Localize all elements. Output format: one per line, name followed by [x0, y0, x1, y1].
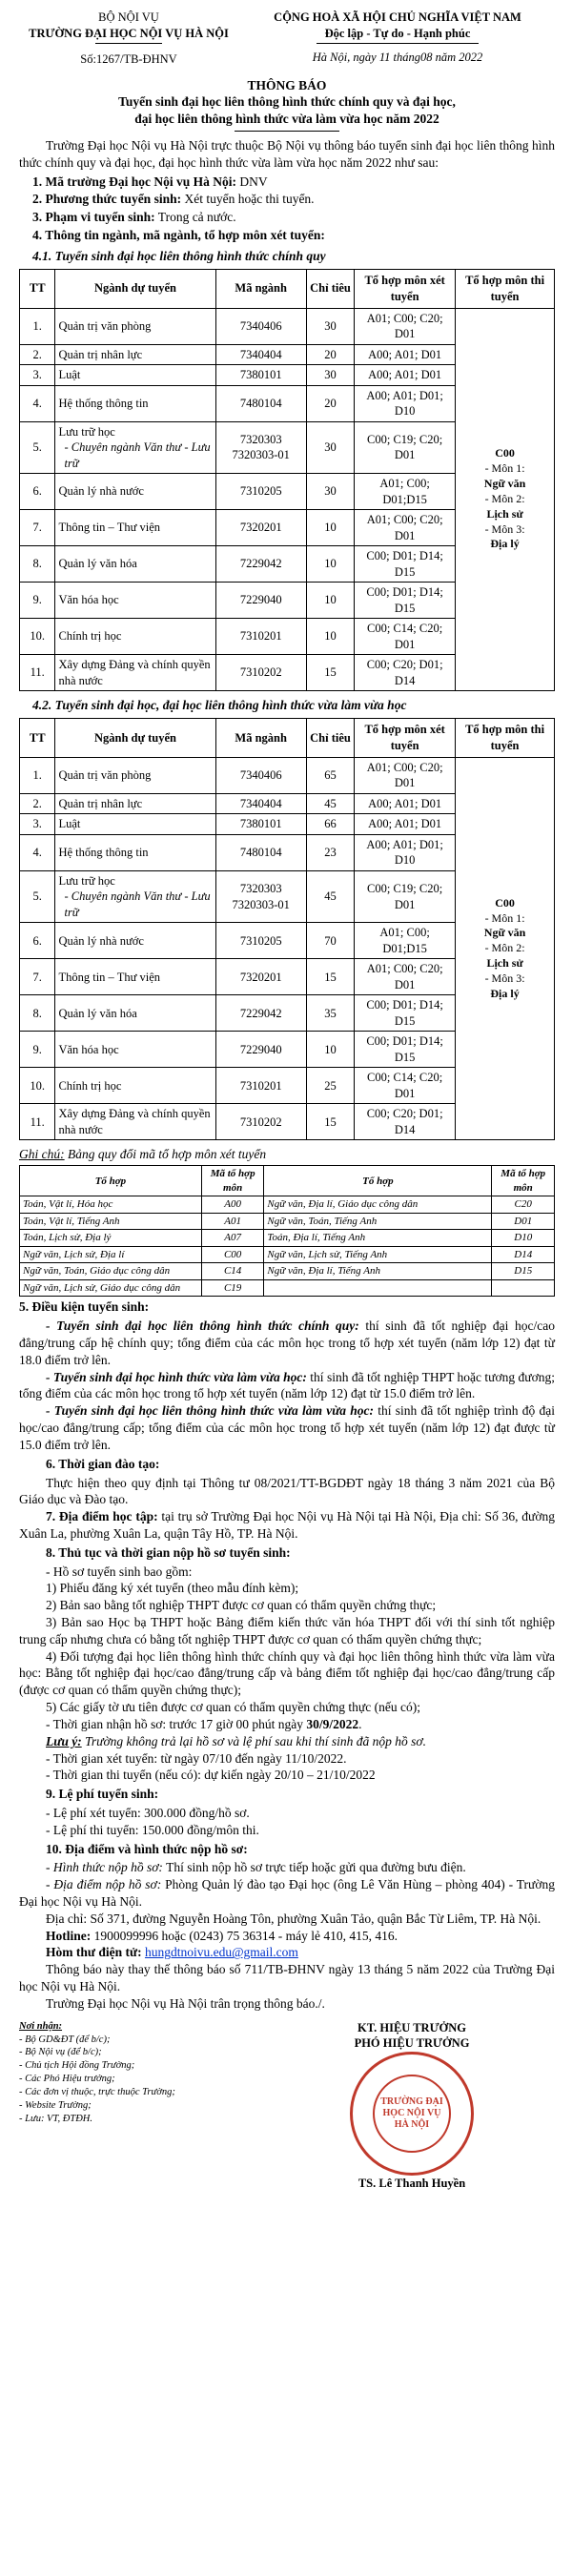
row-tt: 3.: [20, 814, 55, 835]
row-tt: 7.: [20, 510, 55, 546]
submit-address: Địa chỉ: Số 371, đường Nguyễn Hoàng Tôn, phường Xuân Tảo, quận Bắc Từ Liêm, TP. Hà Nội.: [46, 1911, 541, 1926]
row-code: 7310202: [215, 1104, 306, 1140]
glossary-combo: Toán, Vật lí, Hóa học: [20, 1196, 202, 1214]
row-quota: 45: [306, 870, 354, 923]
major-name: Luật: [58, 368, 81, 382]
glossary-code: C00: [201, 1246, 264, 1263]
glossary-title: Ghi chú: Bảng quy đổi mã tổ hợp môn xét tuyển: [19, 1147, 267, 1162]
document-header: [19, 10, 555, 68]
exam-subject-label: - Môn 1:: [484, 910, 525, 925]
row-major: [55, 421, 215, 474]
row-code: 7340404: [215, 793, 306, 814]
glossary-combo: Ngữ văn, Toán, Giáo dục công dân: [20, 1263, 202, 1280]
recipient-item: - Bộ GD&ĐT (để b/c);: [19, 2034, 111, 2045]
row-quota: 30: [306, 421, 354, 474]
row-major: [55, 923, 215, 959]
row-code: 7320303 7320303-01: [215, 421, 306, 474]
glossary-combo: Ngữ văn, Lịch sử, Địa lí: [20, 1246, 202, 1263]
exam-period: - Thời gian thi tuyển (nếu có): dự kiến ngày 20/10 – 21/10/2022: [46, 1768, 376, 1783]
row-code: 7229040: [215, 1032, 306, 1068]
exam-subject: Ngữ văn: [483, 477, 526, 491]
row-code: 7480104: [215, 834, 306, 870]
dossier-item: - Hồ sơ tuyển sinh bao gồm:: [46, 1564, 193, 1579]
row-quota: 15: [306, 655, 354, 691]
row-major: [55, 583, 215, 619]
motto-divider: [317, 43, 479, 44]
row-code: 7380101: [215, 814, 306, 835]
info-item-scope: 3. Phạm vi tuyển sinh: Trong cả nước.: [32, 210, 236, 225]
exam-subject: Địa lý: [490, 986, 520, 1000]
row-combo: C00; D01; D14; D15: [355, 995, 456, 1032]
condition-part-time-transfer: - Tuyển sinh đại học liên thông hình thức vừa làm vừa học: thí sinh đã tốt nghiệp trình độ đại học/cao đẳng/trung cấp; tổng điểm của các môn học trong tổ hợp xét tuyển (năm lớp 12) đạt được từ 15.0 điểm trở lên.: [19, 1403, 555, 1452]
dossier-item: 5) Các giấy tờ ưu tiên được cơ quan có thẩm quyền chứng thực (nếu có);: [46, 1700, 420, 1715]
table-full-time: [19, 269, 555, 692]
row-combo: A01; C00; D01;D15: [355, 474, 456, 510]
major-name: Lưu trữ học: [58, 424, 115, 439]
condition-full-time: - Tuyển sinh đại học liên thông hình thức chính quy: thí sinh đã tốt nghiệp đại học/cao đẳng/trung cấp hệ chính quy; tổng điểm của các môn học trong tổ hợp xét tuyển (năm lớp 12) đạt từ 18.0 điểm trở lên.: [19, 1319, 555, 1367]
section-9-title: 9. Lệ phí tuyển sinh:: [46, 1787, 159, 1802]
row-quota: 45: [306, 793, 354, 814]
major-name: Xây dựng Đảng và chính quyền nhà nước: [58, 1107, 211, 1136]
row-tt: 1.: [20, 757, 55, 793]
major-name: Văn hóa học: [58, 1042, 119, 1056]
row-combo: C00; D01; D14; D15: [355, 1032, 456, 1068]
row-code: 7310201: [215, 1068, 306, 1104]
major-name: Quản trị nhân lực: [58, 347, 143, 361]
glossary-code: D14: [492, 1246, 555, 1263]
recipient-item: - Lưu: VT, ĐTĐH.: [19, 2113, 92, 2124]
closing-line: Trường Đại học Nội vụ Hà Nội trân trọng thông báo./.: [46, 1995, 325, 2011]
row-major: [55, 834, 215, 870]
row-code: 7340406: [215, 308, 306, 344]
glossary-combo: Toán, Lịch sử, Địa lý: [20, 1230, 202, 1247]
row-quota: 15: [306, 1104, 354, 1140]
row-combo: A00; A01; D01: [355, 793, 456, 814]
row-code: 7320201: [215, 510, 306, 546]
row-major: [55, 1068, 215, 1104]
col-code: Mã ngành: [215, 269, 306, 308]
major-name: Thông tin – Thư viện: [58, 970, 161, 984]
condition-part-time: - Tuyển sinh đại học hình thức vừa làm vừa học: thí sinh đã tốt nghiệp THPT hoặc tương đương; tổng điểm của các môn học trong tổ hợp xét tuyển (năm lớp 12) đạt từ 15.0 điểm trở lên.: [19, 1369, 555, 1401]
row-tt: 2.: [20, 344, 55, 365]
gl-col-combo: Tổ hợp: [20, 1166, 202, 1196]
gl-col-code: Mã tổ hợp môn: [201, 1166, 264, 1196]
exam-code: C00: [495, 446, 515, 460]
recipient-item: - Bộ Nội vụ (để b/c);: [19, 2047, 102, 2058]
row-quota: 10: [306, 1032, 354, 1068]
row-combo: A01; C00; C20; D01: [355, 757, 456, 793]
official-stamp: [350, 2052, 474, 2176]
row-code: 7229042: [215, 546, 306, 583]
row-quota: 66: [306, 814, 354, 835]
signature-section: [19, 2020, 555, 2192]
glossary-combo: Ngữ văn, Địa lí, Tiếng Anh: [264, 1263, 492, 1280]
major-name: Quản trị văn phòng: [58, 318, 152, 333]
glossary-code: [492, 1279, 555, 1297]
row-major: [55, 385, 215, 421]
row-quota: 70: [306, 923, 354, 959]
glossary-row: [20, 1279, 555, 1297]
gl-col-code: Mã tổ hợp môn: [492, 1166, 555, 1196]
glossary-row: [20, 1263, 555, 1280]
fee-review: - Lệ phí xét tuyển: 300.000 đồng/hồ sơ.: [46, 1805, 250, 1820]
row-quota: 20: [306, 385, 354, 421]
row-code: 7229042: [215, 995, 306, 1032]
major-name: Chính trị học: [58, 1078, 122, 1093]
glossary-combo: Toán, Vật lí, Tiếng Anh: [20, 1213, 202, 1230]
row-combo: A01; C00; C20; D01: [355, 510, 456, 546]
section-6-title: 6. Thời gian đào tạo:: [46, 1456, 160, 1471]
section-5-title: 5. Điều kiện tuyển sinh:: [19, 1299, 150, 1315]
sign-title-1: KT. HIỆU TRƯỞNG: [357, 2020, 467, 2034]
col-major: Ngành dự tuyển: [55, 718, 215, 757]
row-code: 7340404: [215, 344, 306, 365]
glossary-combo: Ngữ văn, Lịch sử, Tiếng Anh: [264, 1246, 492, 1263]
row-major: [55, 546, 215, 583]
row-combo: C00; D01; D14; D15: [355, 546, 456, 583]
motto: Độc lập - Tự do - Hạnh phúc: [324, 26, 471, 40]
glossary-combo: Ngữ văn, Địa lí, Giáo dục công dân: [264, 1196, 492, 1214]
exam-combo-cell: [456, 308, 555, 691]
dossier-item: 1) Phiếu đăng ký xét tuyển (theo mẫu đính kèm);: [46, 1581, 299, 1596]
row-tt: 6.: [20, 474, 55, 510]
row-tt: 8.: [20, 546, 55, 583]
table-row: [20, 757, 555, 793]
row-quota: 30: [306, 474, 354, 510]
submit-method: - Hình thức nộp hồ sơ: Thí sinh nộp hồ sơ trực tiếp hoặc gửi qua đường bưu điện.: [46, 1860, 466, 1875]
row-tt: 1.: [20, 308, 55, 344]
row-code: 7320201: [215, 959, 306, 995]
glossary-combo: Ngữ văn, Toán, Tiếng Anh: [264, 1213, 492, 1230]
glossary-code: A07: [201, 1230, 264, 1247]
note: Lưu ý: Trường không trả lại hồ sơ và lệ phí sau khi thí sinh đã nộp hồ sơ.: [46, 1733, 426, 1748]
col-quota: Chỉ tiêu: [306, 718, 354, 757]
glossary-row: [20, 1196, 555, 1214]
row-tt: 4.: [20, 385, 55, 421]
row-tt: 2.: [20, 793, 55, 814]
recipient-item: - Website Trường;: [19, 2099, 92, 2111]
ministry-name: BỘ NỘI VỤ: [98, 10, 159, 24]
row-major: [55, 995, 215, 1032]
row-quota: 25: [306, 1068, 354, 1104]
row-combo: C00; C14; C20; D01: [355, 1068, 456, 1104]
col-combo: Tổ hợp môn xét tuyển: [355, 718, 456, 757]
row-major: [55, 474, 215, 510]
glossary-combo: Toán, Địa lí, Tiếng Anh: [264, 1230, 492, 1247]
row-combo: C00; C20; D01; D14: [355, 655, 456, 691]
row-major: [55, 757, 215, 793]
row-code: 7310202: [215, 655, 306, 691]
row-tt: 7.: [20, 959, 55, 995]
row-tt: 4.: [20, 834, 55, 870]
university-name: TRƯỜNG ĐẠI HỌC NỘI VỤ HÀ NỘI: [29, 26, 229, 40]
row-tt: 9.: [20, 1032, 55, 1068]
row-quota: 10: [306, 619, 354, 655]
row-tt: 5.: [20, 870, 55, 923]
row-combo: A01; C00; C20; D01: [355, 308, 456, 344]
exam-subject-label: - Môn 2:: [484, 941, 525, 955]
row-combo: C00; C14; C20; D01: [355, 619, 456, 655]
info-item-code: 1. Mã trường Đại học Nội vụ Hà Nội: DNV: [32, 174, 268, 189]
row-code: 7380101: [215, 365, 306, 386]
title-divider: [235, 131, 339, 132]
row-quota: 23: [306, 834, 354, 870]
exam-code: C00: [495, 895, 515, 910]
row-quota: 15: [306, 959, 354, 995]
glossary-row: [20, 1246, 555, 1263]
exam-subject-label: - Môn 2:: [484, 491, 525, 505]
table2-heading: 4.2. Tuyển sinh đại học, đại học liên thông hình thức vừa làm vừa học: [32, 698, 407, 713]
section-10-title: 10. Địa điểm và hình thức nộp hồ sơ:: [46, 1841, 248, 1856]
row-tt: 5.: [20, 421, 55, 474]
row-quota: 65: [306, 757, 354, 793]
major-name: Lưu trữ học: [58, 873, 115, 888]
glossary-combo: Ngữ văn, Lịch sử, Giáo dục công dân: [20, 1279, 202, 1297]
dossier-item: 2) Bản sao bằng tốt nghiệp THPT được cơ quan có thẩm quyền chứng thực;: [46, 1598, 437, 1613]
section-6-text: Thực hiện theo quy định tại Thông tư 08/2021/TT-BGDĐT ngày 18 tháng 3 năm 2021 của Bộ Giáo dục và Đào tạo.: [19, 1475, 555, 1507]
issue-date: Hà Nội, ngày 11 tháng08 năm 2022: [312, 51, 483, 64]
row-major: [55, 619, 215, 655]
recipient-item: - Các đơn vị thuộc, trực thuộc Trường;: [19, 2086, 175, 2097]
table2-body: [20, 757, 555, 1140]
glossary-row: [20, 1213, 555, 1230]
row-quota: 35: [306, 995, 354, 1032]
issuer-divider: [95, 43, 162, 44]
major-specialization: - Chuyên ngành Văn thư - Lưu trữ: [64, 889, 211, 919]
col-major: Ngành dự tuyển: [55, 269, 215, 308]
glossary-code: D01: [492, 1213, 555, 1230]
intro-paragraph: Trường Đại học Nội vụ Hà Nội trực thuộc Bộ Nội vụ thông báo tuyển sinh đại học liên thông hình thức chính quy và đại học, đại học hình thức vừa làm vừa học năm 2022 như sau:: [19, 137, 555, 170]
signer-name: TS. Lê Thanh Huyền: [358, 2176, 466, 2190]
dossier-item: 3) Bản sao Học bạ THPT hoặc Bảng điểm kiến thức văn hóa THPT đối với thí sinh tốt nghiệp trung cấp nhưng chưa có bằng tốt nghiệp THPT được cơ quan có thẩm quyền chứng thực;: [19, 1615, 555, 1646]
nation-block: [240, 10, 555, 68]
exam-subject-label: - Môn 1:: [484, 461, 525, 476]
row-combo: A01; C00; D01;D15: [355, 923, 456, 959]
col-combo: Tổ hợp môn xét tuyển: [355, 269, 456, 308]
gl-col-combo: Tổ hợp: [264, 1166, 492, 1196]
document-title: THÔNG BÁO: [247, 77, 327, 92]
row-combo: A00; A01; D01: [355, 814, 456, 835]
row-quota: 10: [306, 583, 354, 619]
glossary-table: [19, 1165, 555, 1297]
row-combo: A00; A01; D01; D10: [355, 385, 456, 421]
row-combo: A01; C00; C20; D01: [355, 959, 456, 995]
col-exam: Tổ hợp môn thi tuyển: [456, 718, 555, 757]
row-combo: C00; C19; C20; D01: [355, 870, 456, 923]
major-name: Quản trị nhân lực: [58, 796, 143, 810]
row-code: 7310205: [215, 923, 306, 959]
row-major: [55, 344, 215, 365]
row-quota: 30: [306, 308, 354, 344]
nation-name: CỘNG HOÀ XÃ HỘI CHỦ NGHĨA VIỆT NAM: [274, 10, 521, 24]
glossary-code: C19: [201, 1279, 264, 1297]
exam-subject-label: - Môn 3:: [484, 971, 525, 985]
signature-block: [269, 2020, 555, 2192]
row-tt: 3.: [20, 365, 55, 386]
row-major: [55, 959, 215, 995]
email-link[interactable]: hungdtnoivu.edu@gmail.com: [144, 1945, 298, 1960]
row-major: [55, 655, 215, 691]
row-combo: C00; D01; D14; D15: [355, 583, 456, 619]
col-quota: Chỉ tiêu: [306, 269, 354, 308]
row-major: [55, 870, 215, 923]
document-number: Số:1267/TB-ĐHNV: [80, 52, 177, 66]
row-quota: 10: [306, 510, 354, 546]
section-8-title: 8. Thủ tục và thời gian nộp hồ sơ tuyển sinh:: [46, 1544, 291, 1560]
row-tt: 10.: [20, 619, 55, 655]
recipients-title: Nơi nhận:: [19, 2020, 63, 2032]
major-name: Chính trị học: [58, 629, 122, 644]
submit-location: - Địa điểm nộp hồ sơ: Phòng Quản lý đào tạo Đại học (ông Lê Văn Hùng – phòng 404) - Trường Đại học Nội vụ Hà Nội.: [19, 1877, 555, 1909]
email-line: Hòm thư điện tử: hungdtnoivu.edu@gmail.com: [46, 1945, 298, 1960]
major-name: Quản lý nhà nước: [58, 933, 144, 948]
exam-subject: Ngữ văn: [483, 926, 526, 940]
section-8-lines: [19, 1564, 555, 1716]
row-combo: C00; C19; C20; D01: [355, 421, 456, 474]
recipients: [19, 2020, 238, 2192]
sign-title-2: PHÓ HIỆU TRƯỞNG: [354, 2036, 470, 2051]
row-combo: A00; A01; D01: [355, 365, 456, 386]
section-7: 7. Địa điểm học tập: tại trụ sở Trường Đại học Nội vụ Hà Nội tại Hà Nội, Địa chỉ: Số 36, đường Xuân La, phường Xuân La, quận Tây Hồ, TP. Hà Nội.: [19, 1509, 555, 1541]
table1-body: [20, 308, 555, 691]
row-major: [55, 1104, 215, 1140]
major-specialization: - Chuyên ngành Văn thư - Lưu trữ: [64, 440, 211, 470]
major-name: Quản trị văn phòng: [58, 768, 152, 783]
row-tt: 11.: [20, 655, 55, 691]
major-name: Quản lý văn hóa: [58, 557, 137, 571]
row-major: [55, 308, 215, 344]
exam-subject: Lịch sử: [486, 506, 523, 521]
row-code: 7320303 7320303-01: [215, 870, 306, 923]
stamp-text: TRƯỜNG ĐẠI HỌC NỘI VỤ HÀ NỘI: [373, 2075, 451, 2153]
fee-exam: - Lệ phí thi tuyển: 150.000 đồng/môn thi.: [46, 1822, 259, 1837]
table-row: [20, 308, 555, 344]
row-major: [55, 365, 215, 386]
review-period: - Thời gian xét tuyển: từ ngày 07/10 đến ngày 11/10/2022.: [46, 1750, 347, 1766]
exam-subject: Lịch sử: [486, 956, 523, 971]
document-subtitle-1: Tuyển sinh đại học liên thông hình thức chính quy và đại học,: [118, 94, 456, 110]
row-quota: 30: [306, 365, 354, 386]
row-tt: 8.: [20, 995, 55, 1032]
major-name: Xây dựng Đảng và chính quyền nhà nước: [58, 658, 211, 687]
major-name: Hệ thống thông tin: [58, 396, 149, 410]
row-major: [55, 793, 215, 814]
exam-subject: Địa lý: [490, 537, 520, 551]
col-tt: TT: [20, 718, 55, 757]
major-name: Hệ thống thông tin: [58, 846, 149, 860]
row-major: [55, 1032, 215, 1068]
major-name: Văn hóa học: [58, 593, 119, 607]
row-major: [55, 814, 215, 835]
issuer-block: [19, 10, 238, 68]
glossary-combo: [264, 1279, 492, 1297]
row-quota: 20: [306, 344, 354, 365]
row-code: 7480104: [215, 385, 306, 421]
row-quota: 10: [306, 546, 354, 583]
table1-heading: 4.1. Tuyển sinh đại học liên thông hình thức chính quy: [32, 248, 326, 263]
glossary-code: C14: [201, 1263, 264, 1280]
row-combo: A00; A01; D01; D10: [355, 834, 456, 870]
recipient-item: - Chủ tịch Hội đồng Trường;: [19, 2060, 135, 2072]
replacement-note: Thông báo này thay thế thông báo số 711/TB-ĐHNV ngày 13 tháng 5 năm 2022 của Trường Đại học Nội vụ Hà Nội.: [19, 1962, 555, 1994]
deadline: - Thời gian nhận hồ sơ: trước 17 giờ 00 phút ngày 30/9/2022.: [46, 1716, 362, 1731]
hotline: Hotline: 1900099996 hoặc (0243) 75 36314 - máy lẻ 410, 415, 416.: [46, 1928, 398, 1943]
glossary-code: D15: [492, 1263, 555, 1280]
row-tt: 9.: [20, 583, 55, 619]
document-subtitle-2: đại học liên thông hình thức vừa làm vừa học năm 2022: [134, 112, 439, 127]
glossary-code: A01: [201, 1213, 264, 1230]
dossier-item: 4) Đối tượng đại học liên thông hình thức chính quy và đại học liên thông hình thức vừa làm vừa học: Bằng tốt nghiệp đại học/cao đẳng/trung cấp và bảng điểm tốt nghiệp đại học/cao đẳng/trung cấp (được cơ quan có thẩm quyền chứng thực);: [19, 1648, 555, 1698]
row-major: [55, 510, 215, 546]
exam-subject-label: - Môn 3:: [484, 521, 525, 536]
info-list: [32, 174, 555, 244]
row-code: 7229040: [215, 583, 306, 619]
major-name: Quản lý nhà nước: [58, 484, 144, 499]
row-code: 7310201: [215, 619, 306, 655]
glossary-body: [20, 1196, 555, 1297]
recipient-item: - Các Phó Hiệu trưởng;: [19, 2074, 115, 2085]
major-name: Luật: [58, 817, 81, 831]
row-code: 7340406: [215, 757, 306, 793]
row-combo: C00; C20; D01; D14: [355, 1104, 456, 1140]
row-code: 7310205: [215, 474, 306, 510]
col-code: Mã ngành: [215, 718, 306, 757]
exam-combo-cell: [456, 757, 555, 1140]
row-tt: 11.: [20, 1104, 55, 1140]
col-exam: Tổ hợp môn thi tuyển: [456, 269, 555, 308]
row-combo: A00; A01; D01: [355, 344, 456, 365]
row-tt: 6.: [20, 923, 55, 959]
major-name: Quản lý văn hóa: [58, 1006, 137, 1020]
glossary-code: D10: [492, 1230, 555, 1247]
col-tt: TT: [20, 269, 55, 308]
major-name: Thông tin – Thư viện: [58, 521, 161, 535]
glossary-row: [20, 1230, 555, 1247]
row-tt: 10.: [20, 1068, 55, 1104]
glossary-code: A00: [201, 1196, 264, 1214]
info-item-majors: 4. Thông tin ngành, mã ngành, tổ hợp môn xét tuyển:: [32, 228, 325, 242]
table-part-time: [19, 718, 555, 1141]
info-item-method: 2. Phương thức tuyển sinh: Xét tuyển hoặc thi tuyển.: [32, 192, 315, 207]
recipients-list: [19, 2034, 238, 2126]
glossary-code: C20: [492, 1196, 555, 1214]
